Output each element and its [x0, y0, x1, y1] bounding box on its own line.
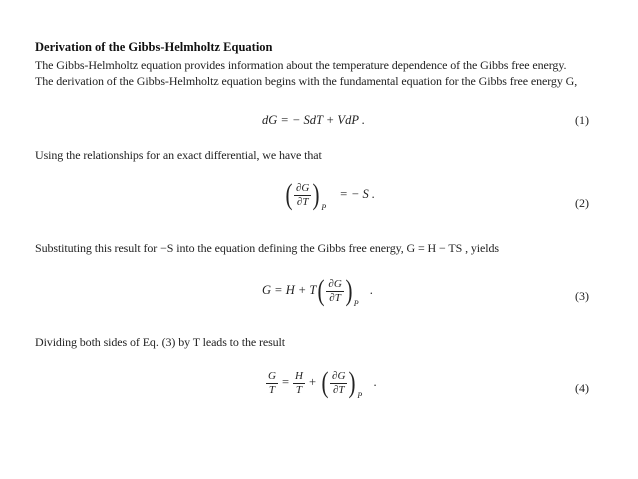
equation-3-lhs: G = H + T	[262, 282, 317, 297]
equation-2-rhs: = − S .	[339, 186, 376, 201]
fraction-h-over-t: $\frac{H}{T}$	[295, 369, 303, 396]
right-paren: )	[345, 274, 353, 307]
equation-4-period: .	[373, 374, 377, 389]
equation-number-2: (2)	[575, 196, 589, 210]
left-paren: (	[317, 274, 325, 307]
paragraph-exact-differential: Using the relationships for an exact differential, we have that	[35, 148, 322, 162]
subscript-p: P	[353, 298, 359, 308]
right-paren: )	[348, 366, 356, 399]
equation-2	[284, 180, 375, 212]
equals-sign: =	[281, 374, 290, 389]
subscript-p: P	[357, 390, 363, 400]
paragraph-dividing: Dividing both sides of Eq. (3) by T leads to the result	[35, 335, 286, 349]
equation-1: dG = − SdT + VdP .	[262, 113, 365, 127]
equation-number-3: (3)	[575, 289, 589, 303]
equation-number-1: (1)	[575, 113, 589, 127]
paragraph-substitution: Substituting this result for −S into the equation defining the Gibbs free energy, G = H − TS , yields	[35, 241, 499, 255]
right-paren: )	[312, 178, 320, 211]
section-heading: Derivation of the Gibbs-Helmholtz Equation	[35, 40, 273, 54]
equation-3-period: .	[369, 282, 373, 297]
partial-derivative-fraction: $\frac{\partial G}{\partial T}$	[296, 181, 310, 208]
equation-3	[262, 276, 373, 308]
intro-paragraph-line-2: The derivation of the Gibbs-Helmholtz equation begins with the fundamental equation for the Gibbs free energy G,	[35, 74, 578, 88]
subscript-p: P	[321, 202, 327, 212]
equation-number-4: (4)	[575, 381, 589, 395]
left-paren: (	[285, 178, 293, 211]
plus-sign: +	[308, 374, 317, 389]
left-paren: (	[321, 366, 329, 399]
partial-derivative-fraction: $\frac{\partial G}{\partial T}$	[332, 369, 346, 396]
intro-paragraph-line-1: The Gibbs-Helmholtz equation provides information about the temperature dependence of the Gibbs free energy.	[35, 58, 567, 72]
fraction-g-over-t: $\frac{G}{T}$	[268, 369, 276, 396]
equation-4	[266, 368, 377, 400]
partial-derivative-fraction: $\frac{\partial G}{\partial T}$	[328, 277, 342, 304]
